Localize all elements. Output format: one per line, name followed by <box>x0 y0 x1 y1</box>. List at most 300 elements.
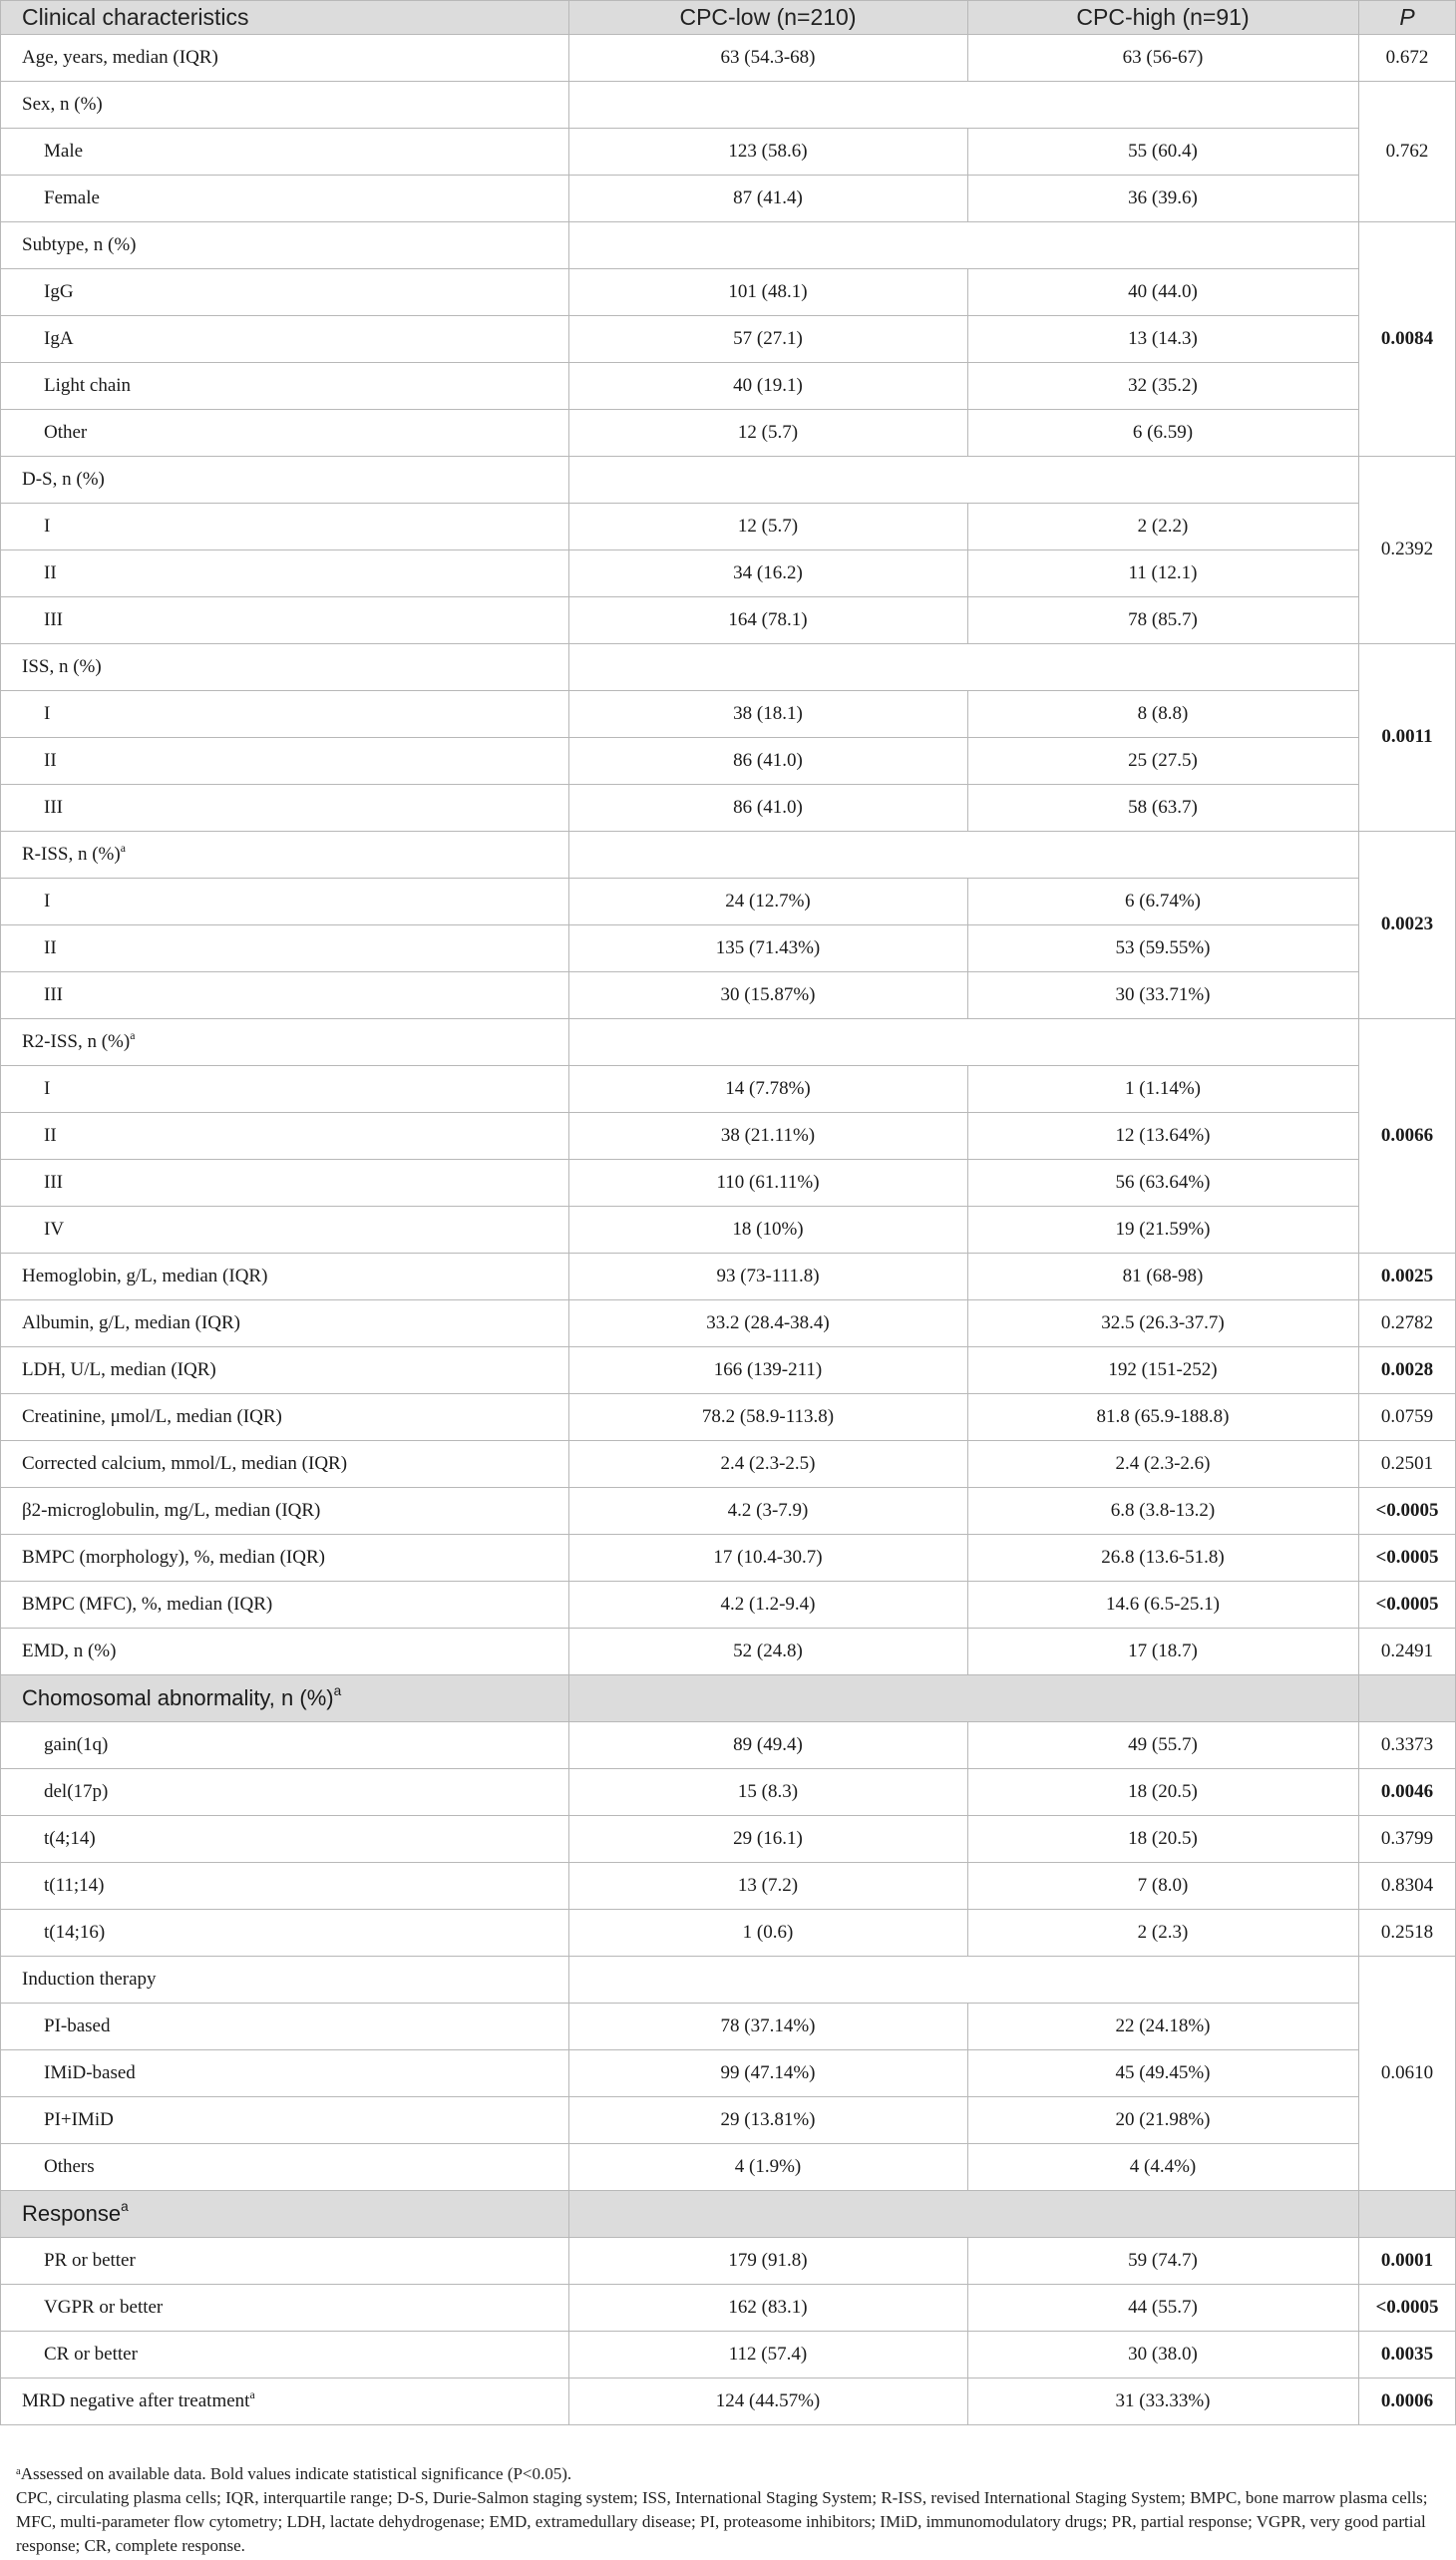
row-label-text: III <box>44 796 63 818</box>
row-label <box>0 2096 568 2143</box>
table-row <box>0 1440 1456 1487</box>
cpc-high-value: 44 (55.7) <box>1128 2296 1198 2318</box>
p-value: 0.0028 <box>1380 1358 1434 1380</box>
p-value: 0.3799 <box>1380 1827 1434 1849</box>
row-label <box>0 1581 568 1628</box>
row-label <box>0 2049 568 2096</box>
cpc-low-value: 52 (24.8) <box>733 1640 803 1661</box>
row-label <box>0 2003 568 2049</box>
cpc-low-value: 2.4 (2.3-2.5) <box>720 1452 816 1474</box>
row-label <box>0 1815 568 1862</box>
row-label <box>0 315 568 362</box>
table-row <box>0 2049 1456 2096</box>
row-label-text: Others <box>44 2155 95 2177</box>
grid-line <box>0 1721 1456 1722</box>
grid-line <box>967 0 968 34</box>
row-label-text: IV <box>44 1218 65 1240</box>
row-label-text: IgG <box>44 280 74 302</box>
grid-line <box>967 1909 968 1956</box>
p-value: 0.0759 <box>1380 1405 1434 1427</box>
grid-line <box>967 1112 968 1159</box>
row-label-text: BMPC (MFC), %, median (IQR) <box>22 1593 273 1615</box>
table-row <box>0 2331 1456 2377</box>
grid-line <box>967 596 968 643</box>
cpc-low-value: 179 (91.8) <box>728 2249 808 2271</box>
table-row <box>0 1393 1456 1440</box>
row-label <box>0 456 568 503</box>
table-row <box>0 1206 1456 1253</box>
cpc-high-value: 12 (13.64%) <box>1115 1124 1211 1146</box>
row-label: Chomosomal abnormality, n (%) $^a$ <box>22 1682 342 1710</box>
row-label <box>0 175 568 221</box>
row-label-text: del(17p) <box>44 1780 109 1802</box>
cpc-low-value: 29 (13.81%) <box>720 2108 816 2130</box>
grid-line <box>0 128 1358 129</box>
p-value: 0.3373 <box>1380 1733 1434 1755</box>
row-label <box>0 1299 568 1346</box>
table-row <box>0 831 1456 878</box>
cpc-low-value: 34 (16.2) <box>733 561 803 583</box>
row-label-text: Male <box>44 140 84 162</box>
grid-line <box>0 1206 1358 1207</box>
grid-line <box>967 1581 968 1628</box>
grid-line <box>0 1628 1456 1629</box>
grid-line <box>967 2237 968 2284</box>
cpc-high-value: 2 (2.3) <box>1137 1921 1189 1943</box>
table-row <box>0 971 1456 1018</box>
row-label-text: II <box>44 1124 57 1146</box>
grid-line <box>967 1253 968 1299</box>
row-label <box>0 2143 568 2190</box>
table-row <box>0 1159 1456 1206</box>
grid-line <box>967 1159 968 1206</box>
cpc-low-value: 123 (58.6) <box>728 140 808 162</box>
cpc-high-value: 45 (49.45%) <box>1115 2061 1211 2083</box>
table-row <box>0 1299 1456 1346</box>
row-label <box>0 643 568 690</box>
grid-line <box>967 1534 968 1581</box>
row-label-text: CR or better <box>44 2343 138 2365</box>
row-label-text: t(11;14) <box>44 1874 105 1896</box>
p-value: 0.0035 <box>1380 2343 1434 2365</box>
row-label-text: Subtype, n (%) <box>22 233 137 255</box>
cpc-high-value: 6.8 (3.8-13.2) <box>1110 1499 1216 1521</box>
cpc-low-value: 162 (83.1) <box>728 2296 808 2318</box>
table-row <box>0 690 1456 737</box>
cpc-high-value: 78 (85.7) <box>1128 608 1198 630</box>
cpc-low-value: 99 (47.14%) <box>720 2061 816 2083</box>
grid-line <box>0 2190 1456 2191</box>
cpc-high-value: 53 (59.55%) <box>1115 936 1211 958</box>
row-label-text: Response <box>22 2200 122 2226</box>
cpc-high-value: 19 (21.59%) <box>1115 1218 1211 1240</box>
grid-line <box>967 1393 968 1440</box>
row-label <box>0 1206 568 1253</box>
table-header-row <box>0 0 1456 34</box>
cpc-low-value: 33.2 (28.4-38.4) <box>706 1311 830 1333</box>
row-label-text: Corrected calcium, mmol/L, median (IQR) <box>22 1452 348 1474</box>
p-value: <0.0005 <box>1375 1499 1439 1521</box>
grid-line <box>0 1393 1456 1394</box>
p-value: 0.0046 <box>1380 1780 1434 1802</box>
table-row <box>0 315 1456 362</box>
grid-line <box>0 81 1456 82</box>
grid-line <box>0 1909 1456 1910</box>
cpc-high-value: 32 (35.2) <box>1128 374 1198 396</box>
cpc-low-value: 93 (73-111.8) <box>716 1265 820 1286</box>
grid-line <box>967 2284 968 2331</box>
table-row <box>0 221 1456 268</box>
table-row <box>0 1862 1456 1909</box>
table-row <box>0 268 1456 315</box>
grid-line <box>0 831 1456 832</box>
cpc-low-value: 86 (41.0) <box>733 749 803 771</box>
table-row <box>0 1768 1456 1815</box>
row-label <box>0 1721 568 1768</box>
grid-line <box>967 1299 968 1346</box>
header-characteristics: Clinical characteristics <box>22 3 249 30</box>
header-cpc-high: CPC-high (n=91) <box>1076 3 1250 30</box>
p-value: 0.0025 <box>1380 1265 1434 1286</box>
grouped-p-value: 0.0011 <box>1381 726 1433 747</box>
cpc-low-value: 1 (0.6) <box>742 1921 794 1943</box>
row-label-text: I <box>44 1077 51 1099</box>
table-row <box>0 549 1456 596</box>
cpc-low-value: 17 (10.4-30.7) <box>713 1546 823 1568</box>
row-label <box>0 409 568 456</box>
table-row <box>0 2284 1456 2331</box>
table-row <box>0 34 1456 81</box>
cpc-high-value: 2 (2.2) <box>1137 515 1189 537</box>
grid-line <box>967 1065 968 1112</box>
cpc-low-value: 124 (44.57%) <box>715 2389 821 2411</box>
cpc-high-value: 58 (63.7) <box>1128 796 1198 818</box>
table-row <box>0 1112 1456 1159</box>
row-label-text: IMiD-based <box>44 2061 136 2083</box>
row-label-text: VGPR or better <box>44 2296 164 2318</box>
cpc-low-value: 30 (15.87%) <box>720 983 816 1005</box>
row-label-text: t(14;16) <box>44 1921 106 1943</box>
cpc-low-value: 63 (54.3-68) <box>720 46 816 68</box>
grid-line <box>967 409 968 456</box>
row-label-text: Albumin, g/L, median (IQR) <box>22 1311 240 1333</box>
row-label <box>0 1768 568 1815</box>
cpc-low-value: 4.2 (1.2-9.4) <box>720 1593 816 1615</box>
p-value: 0.0001 <box>1380 2249 1434 2271</box>
row-label <box>0 690 568 737</box>
cpc-low-value: 87 (41.4) <box>733 186 803 208</box>
grid-line <box>0 315 1358 316</box>
table-row <box>0 1253 1456 1299</box>
cpc-low-value: 110 (61.11%) <box>716 1171 820 1193</box>
cpc-high-value: 31 (33.33%) <box>1115 2389 1211 2411</box>
cpc-high-value: 40 (44.0) <box>1128 280 1198 302</box>
cpc-high-value: 18 (20.5) <box>1128 1780 1198 1802</box>
row-label <box>0 1487 568 1534</box>
table-row <box>0 924 1456 971</box>
table-row <box>0 2377 1456 2424</box>
grid-line <box>0 1440 1456 1441</box>
grid-line <box>0 2331 1456 2332</box>
grid-line <box>967 34 968 81</box>
row-label-text: Chomosomal abnormality, n (%) <box>22 1684 334 1710</box>
grid-line <box>0 0 1456 1</box>
cpc-high-value: 18 (20.5) <box>1128 1827 1198 1849</box>
cpc-low-value: 40 (19.1) <box>733 374 803 396</box>
grouped-p-value: 0.2392 <box>1380 539 1434 559</box>
row-label <box>0 2331 568 2377</box>
grid-line <box>0 1956 1456 1957</box>
cpc-high-value: 36 (39.6) <box>1128 186 1198 208</box>
p-value: 0.2491 <box>1380 1640 1434 1661</box>
grid-line <box>967 878 968 924</box>
grid-line <box>0 1112 1358 1113</box>
row-label <box>0 1628 568 1674</box>
grid-line <box>0 362 1358 363</box>
table-row <box>0 81 1456 128</box>
grid-line <box>967 924 968 971</box>
p-value: 0.672 <box>1385 46 1429 68</box>
grid-line <box>0 1768 1456 1769</box>
row-label-text: IgA <box>44 327 74 349</box>
p-value: 0.2782 <box>1380 1311 1434 1333</box>
grid-line <box>967 2377 968 2424</box>
row-label-text: Induction therapy <box>22 1968 157 1990</box>
cpc-high-value: 32.5 (26.3-37.7) <box>1101 1311 1225 1333</box>
table-row <box>0 456 1456 503</box>
row-label-text: I <box>44 890 51 912</box>
grid-line <box>0 924 1358 925</box>
table-row <box>0 175 1456 221</box>
row-label <box>0 878 568 924</box>
grid-line <box>0 1346 1456 1347</box>
cpc-high-value: 59 (74.7) <box>1128 2249 1198 2271</box>
grid-line <box>0 1534 1456 1535</box>
p-value: <0.0005 <box>1375 1593 1439 1615</box>
cpc-high-value: 11 (12.1) <box>1128 561 1198 583</box>
grid-line <box>0 0 1 2424</box>
row-label-text: III <box>44 608 63 630</box>
grid-line <box>0 1674 1456 1675</box>
grid-line <box>0 34 1456 35</box>
grid-line <box>967 1487 968 1534</box>
row-label <box>0 362 568 409</box>
row-label-text: I <box>44 515 51 537</box>
row-label-text: β2-microglobulin, mg/L, median (IQR) <box>22 1499 321 1521</box>
grid-line <box>0 1159 1358 1160</box>
row-label-text: t(4;14) <box>44 1827 96 1849</box>
row-label-text: Other <box>44 421 88 443</box>
table-row <box>0 2143 1456 2190</box>
row-label <box>0 971 568 1018</box>
cpc-low-value: 12 (5.7) <box>737 421 799 443</box>
p-value: 0.0006 <box>1380 2389 1434 2411</box>
cpc-high-value: 6 (6.59) <box>1132 421 1194 443</box>
grid-line <box>967 1628 968 1674</box>
table-row <box>0 878 1456 924</box>
row-label-text: R-ISS, n (%) <box>22 843 121 865</box>
cpc-low-value: 101 (48.1) <box>728 280 808 302</box>
row-label <box>0 128 568 175</box>
row-label: R-ISS, n (%) $^a$ <box>22 841 126 865</box>
row-label <box>0 924 568 971</box>
cpc-high-value: 1 (1.14%) <box>1125 1077 1201 1099</box>
cpc-low-value: 164 (78.1) <box>728 608 808 630</box>
grid-line <box>967 2003 968 2049</box>
row-label-text: Sex, n (%) <box>22 93 103 115</box>
grid-line <box>967 1862 968 1909</box>
grid-line <box>1358 0 1359 2424</box>
cpc-high-value: 25 (27.5) <box>1128 749 1198 771</box>
cpc-low-value: 166 (139-211) <box>713 1358 823 1380</box>
cpc-high-value: 56 (63.64%) <box>1115 1171 1211 1193</box>
cpc-low-value: 57 (27.1) <box>733 327 803 349</box>
cpc-low-value: 112 (57.4) <box>728 2343 808 2365</box>
row-label <box>0 737 568 784</box>
row-label <box>0 503 568 549</box>
row-label-text: III <box>44 983 63 1005</box>
grid-line <box>967 1768 968 1815</box>
cpc-high-value: 13 (14.3) <box>1128 327 1198 349</box>
grid-line <box>967 2143 968 2190</box>
cpc-high-value: 4 (4.4%) <box>1129 2155 1197 2177</box>
cpc-low-value: 86 (41.0) <box>733 796 803 818</box>
row-label <box>0 1956 568 2003</box>
table-row <box>0 784 1456 831</box>
table-row <box>0 1487 1456 1534</box>
grid-line <box>0 971 1358 972</box>
grid-line <box>967 268 968 315</box>
table-row <box>0 737 1456 784</box>
cpc-high-value: 30 (38.0) <box>1128 2343 1198 2365</box>
cpc-low-value: 14 (7.78%) <box>725 1077 811 1099</box>
footnote-line-2: CPC, circulating plasma cells; IQR, interquartile range; D-S, Durie-Salmon staging system; ISS, International Staging System; R-ISS, revised International Staging System; BMPC, bone marrow plasma cells; MFC, multi-parameter flow cytometry; LDH, lactate dehydrogenase; EMD, extramedullary disease; PI, proteasome inhibitors; IMiD, immunomodulatory drugs; PR, partial response; VGPR, very good partial response; CR, complete response. <box>16 2488 1428 2555</box>
cpc-low-value: 135 (71.43%) <box>715 936 821 958</box>
row-label-text: D-S, n (%) <box>22 468 105 490</box>
row-label: R2-ISS, n (%) $^a$ <box>22 1028 136 1052</box>
grid-line <box>967 1440 968 1487</box>
row-label-text: R2-ISS, n (%) <box>22 1030 131 1052</box>
grouped-p-value: 0.0610 <box>1380 2061 1434 2083</box>
grid-line <box>0 2003 1358 2004</box>
grouped-p-value: 0.0084 <box>1380 327 1434 349</box>
row-label-text: I <box>44 702 51 724</box>
cpc-low-value: 4.2 (3-7.9) <box>727 1499 809 1521</box>
grid-line <box>0 878 1358 879</box>
grid-line <box>967 362 968 409</box>
cpc-high-value: 81.8 (65.9-188.8) <box>1096 1405 1230 1427</box>
cpc-low-value: 78 (37.14%) <box>720 2014 816 2036</box>
row-label <box>0 1112 568 1159</box>
row-label <box>0 784 568 831</box>
table-row <box>0 1346 1456 1393</box>
row-label-text: Female <box>44 186 100 208</box>
table-row <box>0 1956 1456 2003</box>
table-row <box>0 1065 1456 1112</box>
grid-line <box>0 1815 1456 1816</box>
grid-line <box>0 175 1358 176</box>
grid-line <box>967 971 968 1018</box>
row-label <box>0 1065 568 1112</box>
cpc-high-value: 22 (24.18%) <box>1115 2014 1211 2036</box>
grid-line <box>967 2331 968 2377</box>
row-label-text: II <box>44 749 57 771</box>
row-label <box>0 1346 568 1393</box>
cpc-low-value: 38 (21.11%) <box>720 1124 816 1146</box>
grid-line <box>0 2237 1456 2238</box>
table-row <box>0 2003 1456 2049</box>
row-label-text: Age, years, median (IQR) <box>22 46 218 68</box>
row-label <box>0 1909 568 1956</box>
grid-line <box>967 784 968 831</box>
row-label <box>0 1393 568 1440</box>
table-row <box>0 2096 1456 2143</box>
table-footnote <box>0 2462 1456 2558</box>
grid-line <box>0 1253 1456 1254</box>
grid-line <box>0 1581 1456 1582</box>
grid-line <box>0 690 1358 691</box>
table-row <box>0 409 1456 456</box>
p-value: 0.2501 <box>1380 1452 1434 1474</box>
row-label-text: LDH, U/L, median (IQR) <box>22 1358 216 1380</box>
grid-line <box>967 1721 968 1768</box>
cpc-high-value: 49 (55.7) <box>1128 1733 1198 1755</box>
grid-line <box>0 2377 1456 2378</box>
table-row <box>0 1815 1456 1862</box>
row-label-text: MRD negative after treatment <box>22 2389 250 2411</box>
grid-line <box>967 315 968 362</box>
grid-line <box>967 737 968 784</box>
section-header-row <box>0 1674 1456 1721</box>
row-label <box>0 221 568 268</box>
row-label <box>0 2284 568 2331</box>
p-value: <0.0005 <box>1375 1546 1439 1568</box>
grouped-p-value: 0.762 <box>1385 140 1429 162</box>
row-label-text: III <box>44 1171 63 1193</box>
grid-line <box>0 2096 1358 2097</box>
grid-line <box>967 1346 968 1393</box>
cpc-low-value: 18 (10%) <box>732 1218 804 1240</box>
grid-line <box>0 784 1358 785</box>
grid-line <box>0 1065 1358 1066</box>
cpc-low-value: 12 (5.7) <box>737 515 799 537</box>
cpc-high-value: 2.4 (2.3-2.6) <box>1115 1452 1211 1474</box>
cpc-high-value: 192 (151-252) <box>1108 1358 1218 1380</box>
table-row <box>0 1018 1456 1065</box>
grid-line <box>0 503 1358 504</box>
cpc-high-value: 6 (6.74%) <box>1125 890 1201 912</box>
cpc-high-value: 17 (18.7) <box>1128 1640 1198 1661</box>
row-label-text: Light chain <box>44 374 132 396</box>
row-label <box>0 549 568 596</box>
grid-line <box>0 456 1456 457</box>
row-label-text: PI-based <box>44 2014 111 2036</box>
cpc-low-value: 15 (8.3) <box>737 1780 799 1802</box>
cpc-high-value: 81 (68-98) <box>1122 1265 1204 1286</box>
cpc-low-value: 13 (7.2) <box>737 1874 799 1896</box>
header-p-value: P <box>1399 3 1415 30</box>
grid-line <box>967 549 968 596</box>
row-label-text: PR or better <box>44 2249 136 2271</box>
cpc-high-value: 7 (8.0) <box>1137 1874 1189 1896</box>
row-label: Response $^a$ <box>22 2198 129 2226</box>
cpc-low-value: 78.2 (58.9-113.8) <box>701 1405 835 1427</box>
grid-line <box>0 1018 1456 1019</box>
cpc-low-value: 89 (49.4) <box>733 1733 803 1755</box>
cpc-low-value: 38 (18.1) <box>733 702 803 724</box>
row-label-text: II <box>44 936 57 958</box>
cpc-high-value: 20 (21.98%) <box>1115 2108 1211 2130</box>
